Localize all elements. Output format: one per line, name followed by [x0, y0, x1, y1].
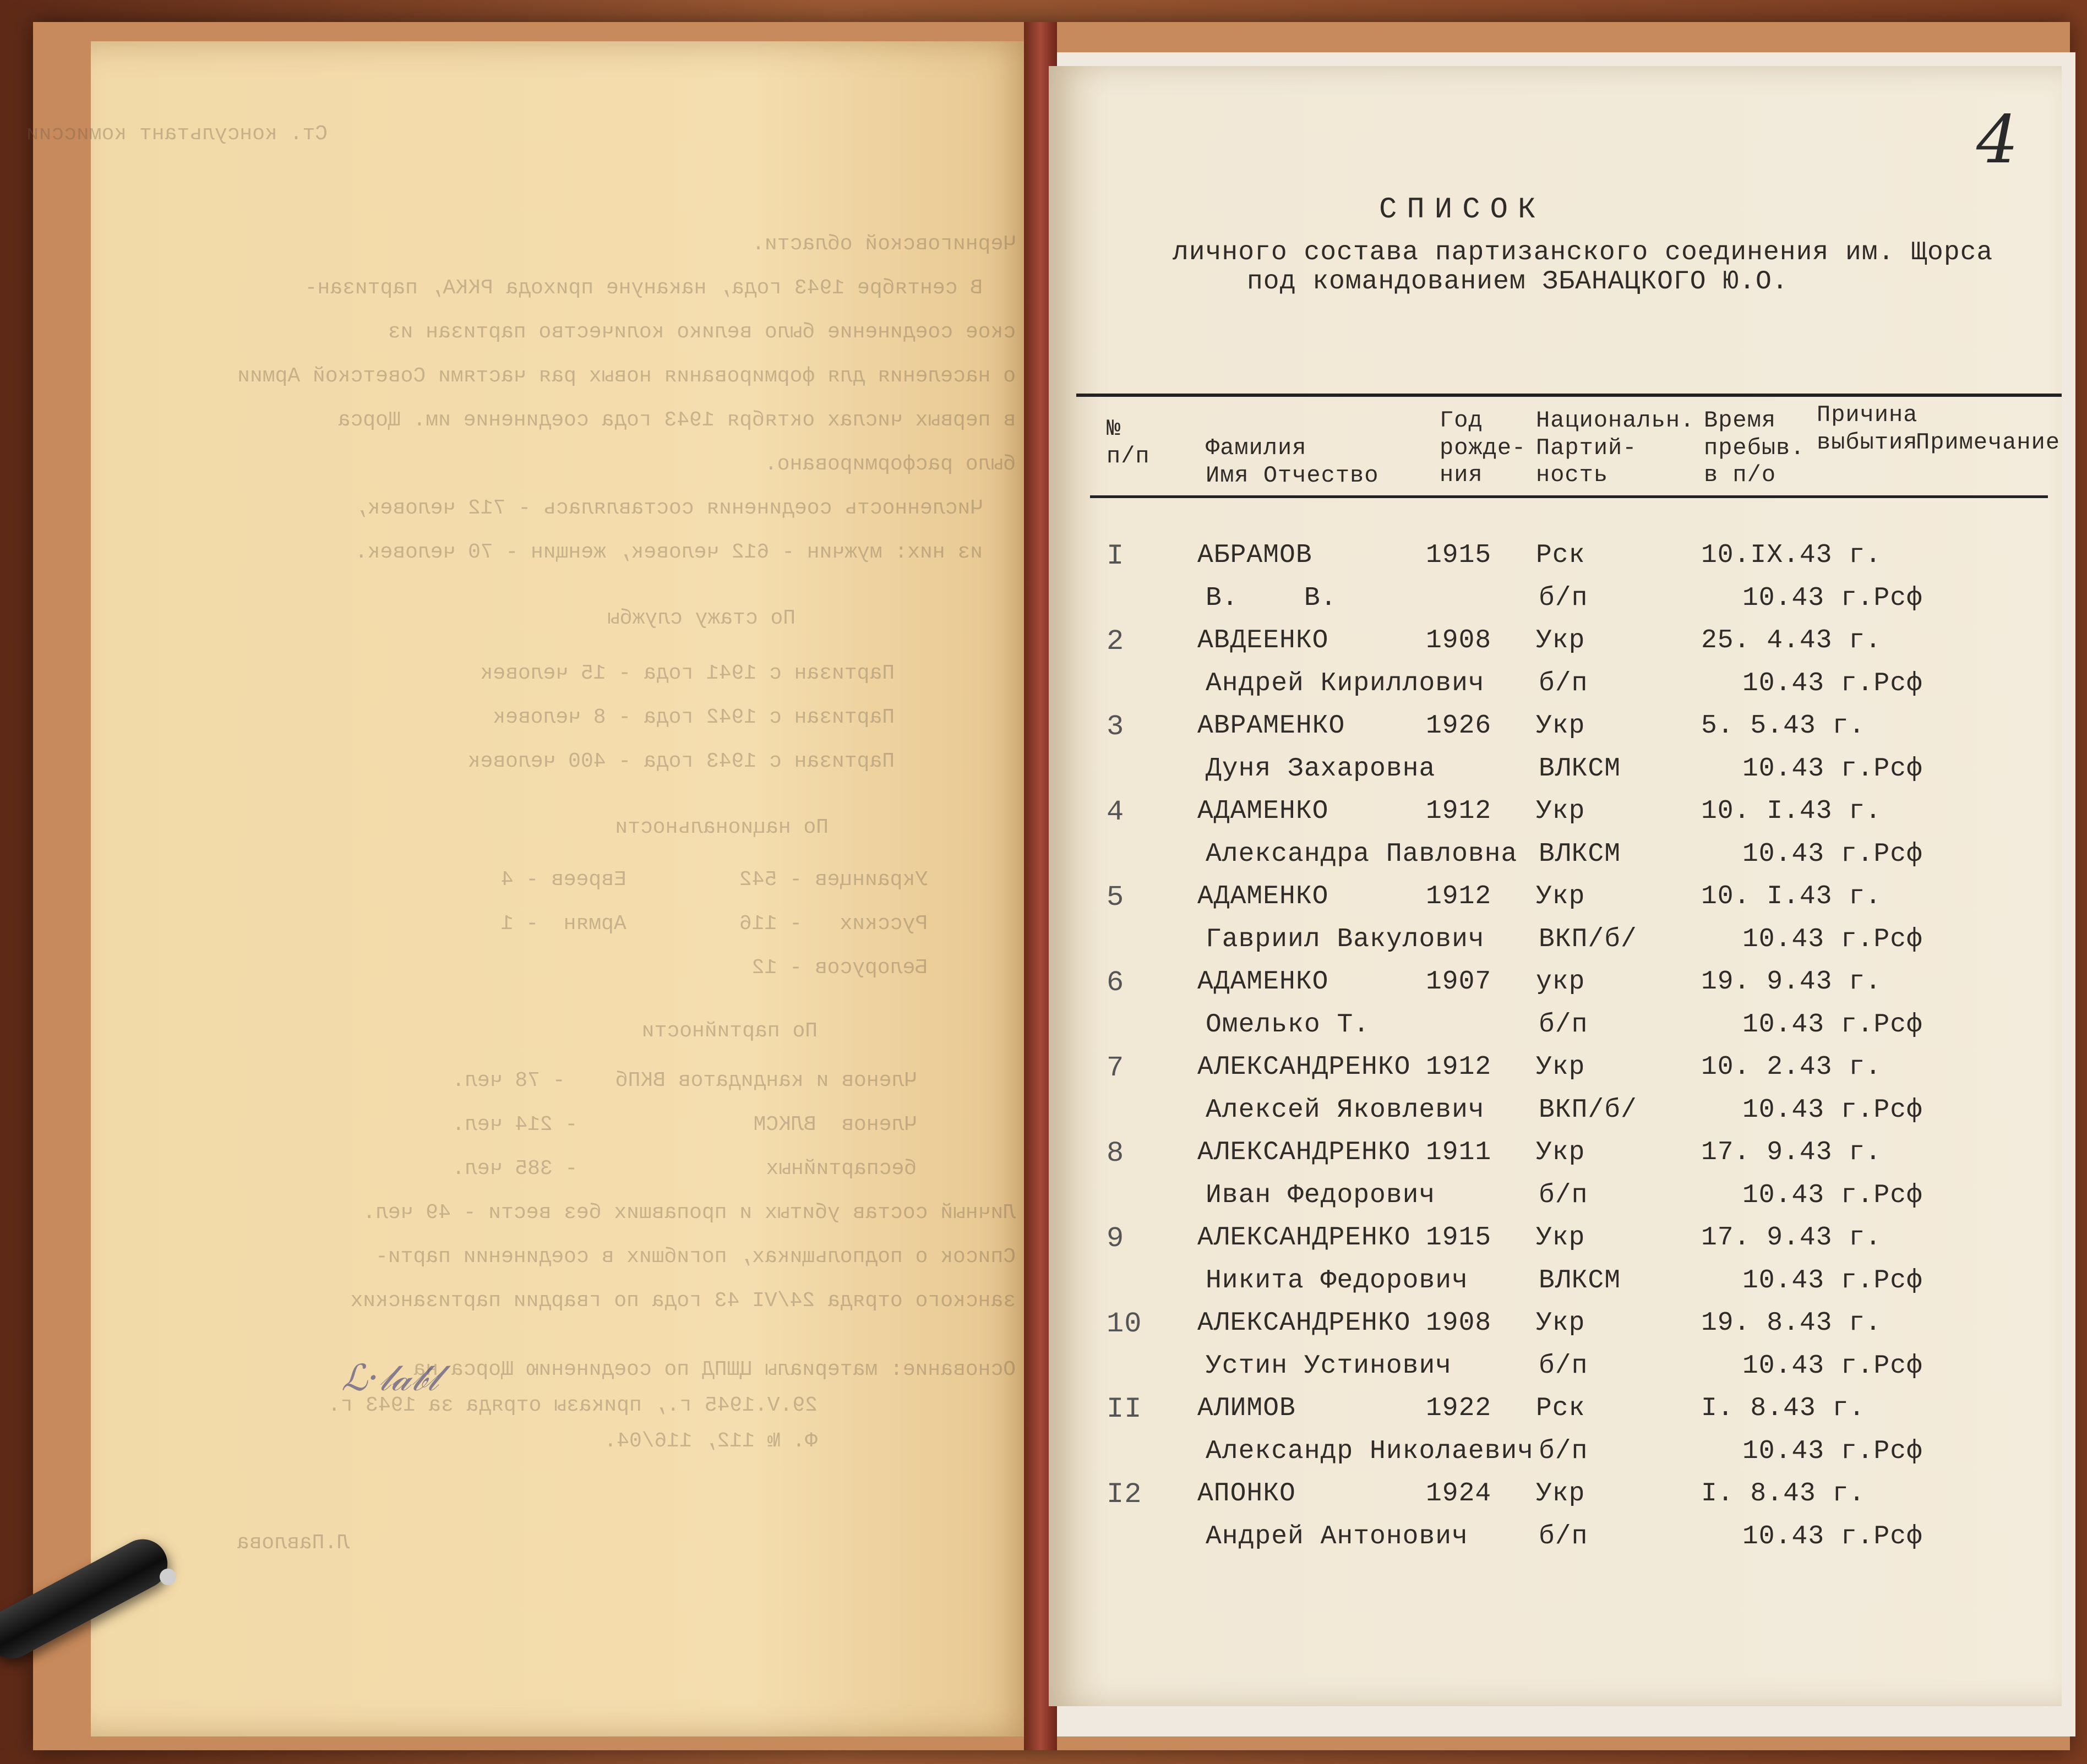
birth-year: 1912: [1426, 796, 1492, 826]
given-name: Андрей Антонович: [1206, 1522, 1468, 1552]
given-name: Гавриил Вакулович: [1206, 925, 1485, 954]
document-subtitle-line2: под командованием ЗБАНАЦКОГО Ю.О.: [1247, 267, 1789, 297]
left-date: 10.43 г.Рсф: [1742, 583, 1923, 613]
surname: АДАМЕНКО: [1197, 967, 1329, 997]
showthrough-line: Украинцев - 542 Евреев - 4: [500, 868, 928, 892]
party: б/п: [1539, 1437, 1588, 1466]
page-number: 4: [1976, 102, 2019, 178]
given-name: Омелько Т.: [1206, 1010, 1370, 1040]
showthrough-line: Список о подпольщиках, погибших в соединении парти-: [375, 1245, 1016, 1269]
nationality: Укр: [1536, 1308, 1585, 1338]
showthrough-line: Основание: материалы ЦШПД по соединению Щорса на: [413, 1358, 1016, 1381]
joined-date: 10.IX.43 г.: [1701, 540, 1882, 570]
joined-date: 19. 9.43 г.: [1701, 967, 1882, 997]
left-date: 10.43 г.Рсф: [1742, 1522, 1923, 1552]
given-name: Александра Павловна: [1206, 839, 1518, 869]
party: б/п: [1539, 1351, 1588, 1381]
showthrough-line: из них: мужчин - 612 человек, женщин - 70 человек.: [355, 540, 983, 564]
surname: АЛЕКСАНДРЕНКО: [1197, 1138, 1411, 1167]
party: б/п: [1539, 1181, 1588, 1210]
birth-year: 1912: [1426, 1052, 1492, 1082]
surname: АДАМЕНКО: [1197, 882, 1329, 911]
birth-year: 1924: [1426, 1479, 1492, 1509]
birth-year: 1926: [1426, 711, 1492, 741]
given-name: Иван Федорович: [1206, 1181, 1436, 1210]
column-header-reason: Причина выбытия: [1817, 402, 1918, 456]
row-number: 10: [1107, 1308, 1142, 1340]
left-date: 10.43 г.Рсф: [1742, 1266, 1923, 1296]
header-bottom-rule: [1090, 495, 2048, 498]
joined-date: 17. 9.43 г.: [1701, 1223, 1882, 1253]
showthrough-line: В сентябре 1943 года, накануне прихода РККА, партизан-: [304, 276, 983, 300]
left-date: 10.43 г.Рсф: [1742, 1437, 1923, 1466]
party: ВЛКСМ: [1539, 1266, 1621, 1296]
showthrough-line: Членов ВЛКСМ - 214 чел.: [452, 1113, 917, 1137]
given-name: В. В.: [1206, 583, 1337, 613]
party: ВЛКСМ: [1539, 839, 1621, 869]
party: б/п: [1539, 669, 1588, 698]
row-number: I: [1107, 540, 1125, 572]
nationality: укр: [1536, 967, 1585, 997]
joined-date: 25. 4.43 г.: [1701, 626, 1882, 656]
party: б/п: [1539, 583, 1588, 613]
row-number: 5: [1107, 881, 1125, 914]
showthrough-line: Черниговской области.: [752, 232, 1016, 256]
left-date: 10.43 г.Рсф: [1742, 754, 1923, 784]
showthrough-line: Численность соединения составлялась - 712 человек,: [355, 496, 983, 520]
given-name: Дуня Захаровна: [1206, 754, 1436, 784]
showthrough-line: Партизан с 1941 года - 15 человек: [480, 662, 895, 685]
given-name: Александр Николаевич: [1206, 1437, 1534, 1466]
showthrough-line: Партизан с 1942 года - 8 человек: [493, 706, 895, 729]
showthrough-line: занского отряда 24/VI 43 года по гвардии партизанских: [350, 1289, 1016, 1313]
given-name: Алексей Яковлевич: [1206, 1095, 1485, 1125]
showthrough-line: 29.V.1945 г., приказы отряда за 1943 г.: [328, 1394, 818, 1417]
row-number: 7: [1107, 1052, 1125, 1084]
nationality: Укр: [1536, 1138, 1585, 1167]
joined-date: 5. 5.43 г.: [1701, 711, 1866, 741]
joined-date: I. 8.43 г.: [1701, 1394, 1866, 1423]
row-number: 6: [1107, 966, 1125, 999]
column-header-num: № п/п: [1107, 416, 1150, 469]
showthrough-line: Белорусов - 12: [751, 956, 928, 980]
signature-showthrough: ℒ·𝓁𝒶𝒷𝓁: [341, 1357, 439, 1399]
given-name: Андрей Кириллович: [1206, 669, 1485, 698]
surname: АДАМЕНКО: [1197, 796, 1329, 826]
showthrough-line: По партийности: [641, 1019, 818, 1043]
showthrough-line: ское соединение было велико количество партизан из: [388, 320, 1016, 344]
showthrough-line: беспартийных - 385 чел.: [452, 1157, 917, 1181]
joined-date: 19. 8.43 г.: [1701, 1308, 1882, 1338]
left-date: 10.43 г.Рсф: [1742, 1181, 1923, 1210]
row-number: 4: [1107, 796, 1125, 828]
showthrough-line: Ф. № 112, 116/04.: [604, 1429, 818, 1453]
party: ВКП/б/: [1539, 925, 1637, 954]
showthrough-line: По национальности: [615, 816, 829, 839]
column-header-name: Фамилия Имя Отчество: [1206, 435, 1379, 489]
nationality: Укр: [1536, 711, 1585, 741]
given-name: Никита Федорович: [1206, 1266, 1468, 1296]
showthrough-line: Личный состав убитых и пропавших без вести - 49 чел.: [363, 1201, 1016, 1225]
showthrough-line: было расформировано.: [764, 452, 1016, 476]
joined-date: 10. 2.43 г.: [1701, 1052, 1882, 1082]
pen-tip: [160, 1569, 176, 1585]
birth-year: 1915: [1426, 540, 1492, 570]
showthrough-line: Членов и кандидатов ВКПб - 78 чел.: [452, 1069, 917, 1093]
row-number: 2: [1107, 625, 1125, 658]
left-date: 10.43 г.Рсф: [1742, 1010, 1923, 1040]
joined-date: 10. I.43 г.: [1701, 882, 1882, 911]
birth-year: 1911: [1426, 1138, 1492, 1167]
nationality: Укр: [1536, 882, 1585, 911]
surname: АЛЕКСАНДРЕНКО: [1197, 1223, 1411, 1253]
surname: АПОНКО: [1197, 1479, 1296, 1509]
row-number: 3: [1107, 711, 1125, 743]
showthrough-line: Ст. консультант комиссии: [26, 122, 328, 146]
left-date: 10.43 г.Рсф: [1742, 839, 1923, 869]
joined-date: 10. I.43 г.: [1701, 796, 1882, 826]
nationality: Рск: [1536, 1394, 1585, 1423]
showthrough-line: в первых числах октября 1943 года соединение им. Щорса: [337, 408, 1016, 432]
birth-year: 1912: [1426, 882, 1492, 911]
joined-date: 17. 9.43 г.: [1701, 1138, 1882, 1167]
party: ВКП/б/: [1539, 1095, 1637, 1125]
document-title: СПИСОК: [1379, 193, 1546, 227]
surname: АЛИМОВ: [1197, 1394, 1296, 1423]
column-header-note: Примечание: [1916, 429, 2061, 456]
party: б/п: [1539, 1522, 1588, 1552]
column-header-time: Время пребыв. в п/о: [1704, 407, 1805, 489]
left-date: 10.43 г.Рсф: [1742, 925, 1923, 954]
showthrough-line: Л.Павлова: [236, 1531, 350, 1555]
nationality: Укр: [1536, 626, 1585, 656]
nationality: Рск: [1536, 540, 1585, 570]
nationality: Укр: [1536, 1052, 1585, 1082]
surname: АБРАМОВ: [1197, 540, 1312, 570]
column-header-year: Год рожде- ния: [1440, 407, 1527, 489]
showthrough-line: о населения для формирования новых рая частями Советской Армии: [237, 364, 1016, 388]
document-subtitle-line1: личного состава партизанского соединения им. Щорса: [1173, 238, 1993, 267]
left-date: 10.43 г.Рсф: [1742, 1095, 1923, 1125]
birth-year: 1922: [1426, 1394, 1492, 1423]
left-date: 10.43 г.Рсф: [1742, 1351, 1923, 1381]
given-name: Устин Устинович: [1206, 1351, 1452, 1381]
birth-year: 1907: [1426, 967, 1492, 997]
surname: АВРАМЕНКО: [1197, 711, 1345, 741]
surname: АВДЕЕНКО: [1197, 626, 1329, 656]
header-top-rule: [1076, 394, 2062, 397]
showthrough-line: Партизан с 1943 года - 400 человек: [467, 750, 895, 773]
showthrough-line: По стажу службы: [607, 607, 795, 630]
surname: АЛЕКСАНДРЕНКО: [1197, 1052, 1411, 1082]
birth-year: 1908: [1426, 1308, 1492, 1338]
party: б/п: [1539, 1010, 1588, 1040]
nationality: Укр: [1536, 1479, 1585, 1509]
birth-year: 1915: [1426, 1223, 1492, 1253]
nationality: Укр: [1536, 796, 1585, 826]
showthrough-line: Русских - 116 Армян - 1: [500, 912, 928, 936]
row-number: I2: [1107, 1478, 1142, 1511]
left-date: 10.43 г.Рсф: [1742, 669, 1923, 698]
nationality: Укр: [1536, 1223, 1585, 1253]
surname: АЛЕКСАНДРЕНКО: [1197, 1308, 1411, 1338]
column-header-nationality: Национальн. Партий- ность: [1536, 407, 1695, 489]
row-number: 8: [1107, 1137, 1125, 1170]
party: ВЛКСМ: [1539, 754, 1621, 784]
row-number: 9: [1107, 1222, 1125, 1255]
joined-date: I. 8.43 г.: [1701, 1479, 1866, 1509]
birth-year: 1908: [1426, 626, 1492, 656]
row-number: II: [1107, 1393, 1142, 1426]
